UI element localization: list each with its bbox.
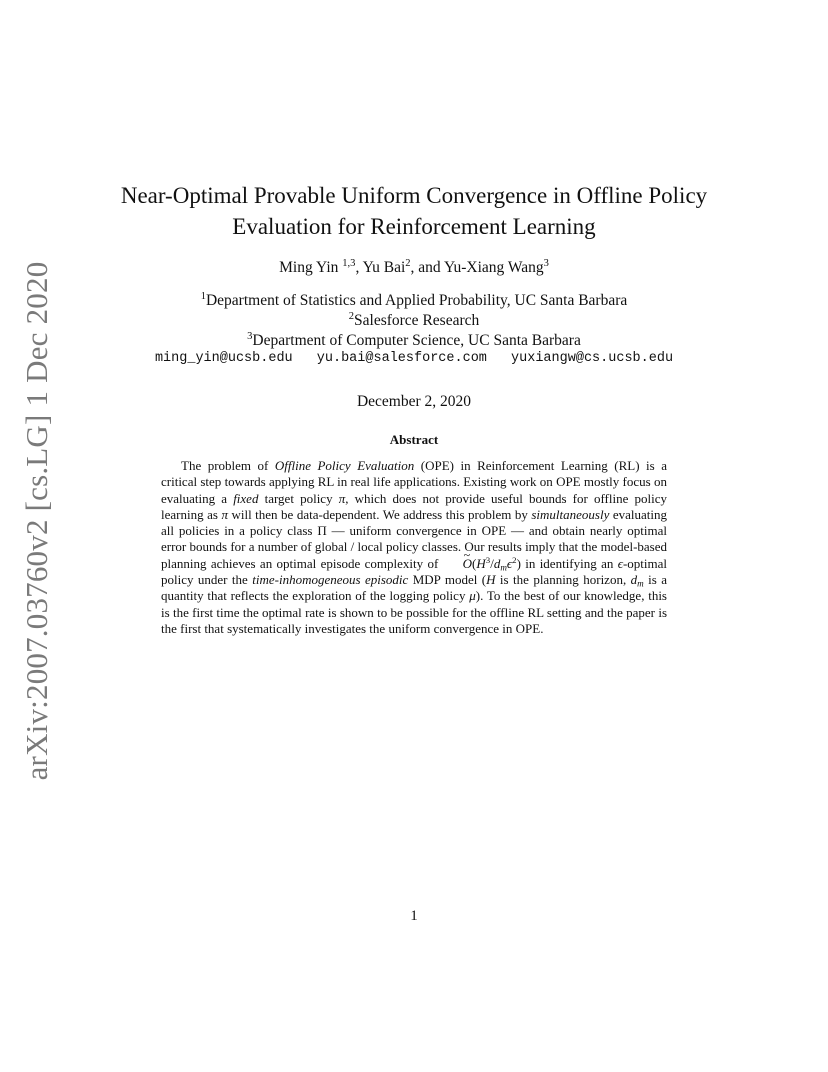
paper-title: [100, 180, 728, 242]
affiliation-mark: 1: [200, 291, 206, 303]
abstract-emphasis: Offline Policy Evaluation: [274, 458, 415, 473]
abstract-emphasis: fixed: [233, 490, 259, 506]
abstract-text: is a quantity that reflects the exploration of the logging policy: [161, 572, 667, 604]
math-subscript: m: [637, 578, 644, 589]
math-symbol: ϵ: [617, 555, 623, 571]
affiliation-text: Department of Statistics and Applied Probability, UC Santa Barbara: [205, 292, 628, 309]
abstract-emphasis: time-inhomogeneous episodic: [252, 572, 409, 588]
author-separator: , and: [410, 259, 441, 276]
abstract-text: (OPE) in Reinforcement Learning (RL) is a critical step towards applying RL in real life applications. Existing work on OPE mostly focus on evaluating a: [161, 458, 667, 506]
abstract-text: , which does not provide useful bounds for offline policy learning as: [161, 490, 667, 522]
affiliation-line: [100, 331, 728, 351]
math-symbol: ~ O: [443, 556, 472, 572]
author-email: yu.bai@salesforce.com: [316, 351, 487, 366]
math-symbol: (: [472, 555, 477, 571]
math-symbol: ϵ: [506, 555, 513, 571]
abstract-text: evaluating all policies in a policy class Π — uniform convergence in OPE — and obtain nearly optimal error bounds for a number of global / local policy classes. Our results imply that the model-based planning achieves an optimal episode complexity of: [161, 506, 668, 571]
abstract-text: target policy: [258, 490, 339, 506]
title-line-2: Evaluation for Reinforcement Learning: [232, 214, 596, 239]
abstract-text: The problem of: [181, 458, 275, 473]
abstract-text: ). To the best of our knowledge, this is the first time the optimal rate is shown to be possible for the offline RL setting and the paper is the first that systematically investigates the uniform convergence in OPE.: [161, 588, 667, 636]
math-symbol: μ: [469, 588, 476, 604]
affiliation-text: Department of Computer Science, UC Santa Barbara: [252, 332, 581, 349]
abstract-emphasis: simultaneously: [531, 506, 610, 522]
affiliation-text: Salesforce Research: [354, 312, 480, 329]
math-symbol: d: [493, 555, 501, 571]
publication-date: December 2, 2020: [356, 393, 472, 410]
abstract-body: [161, 458, 667, 637]
math-symbol: π: [338, 490, 346, 506]
abstract-text: -optimal policy under the: [161, 555, 667, 588]
affiliation-mark: 3: [247, 331, 253, 343]
author-list: [100, 258, 728, 278]
math-symbol: H: [486, 572, 496, 588]
abstract-text: is the planning horizon,: [495, 572, 631, 588]
author-email: ming_yin@ucsb.edu: [154, 351, 293, 366]
page-number: 1: [410, 908, 418, 924]
math-symbol: H: [476, 555, 486, 571]
author-name: Yu Bai: [362, 259, 406, 276]
author-affiliation-mark: 3: [543, 258, 549, 270]
author-affiliation-mark: 2: [405, 258, 411, 270]
title-line-1: Near-Optimal Provable Uniform Convergence in Offline Policy: [120, 183, 708, 208]
abstract-text: will then be data-dependent. We address this problem by: [227, 506, 532, 522]
math-symbol: ): [516, 555, 521, 571]
author-email: yuxiangw@cs.ucsb.edu: [511, 351, 674, 366]
math-subscript: m: [500, 562, 507, 573]
affiliation-line: [100, 311, 728, 331]
math-symbol: d: [630, 572, 638, 588]
abstract-heading: Abstract: [389, 432, 439, 447]
author-separator: ,: [355, 259, 360, 276]
email-list: [100, 350, 728, 368]
math-symbol: /: [490, 555, 494, 571]
affiliation-list: [100, 291, 728, 351]
affiliation-line: [100, 291, 728, 311]
affiliation-mark: 2: [348, 311, 355, 323]
abstract-text: in identifying an: [520, 555, 618, 571]
math-superscript: 2: [512, 554, 517, 565]
author-name: Ming Yin: [279, 259, 339, 276]
math-symbol: π: [221, 506, 228, 522]
author-affiliation-mark: 1,3: [342, 258, 356, 270]
author-name: Yu-Xiang Wang: [443, 259, 544, 276]
math-superscript: 3: [485, 554, 491, 565]
arxiv-stamp: arXiv:2007.03760v2 [cs.LG] 1 Dec 2020: [19, 261, 54, 781]
abstract-text: MDP model (: [408, 572, 487, 588]
